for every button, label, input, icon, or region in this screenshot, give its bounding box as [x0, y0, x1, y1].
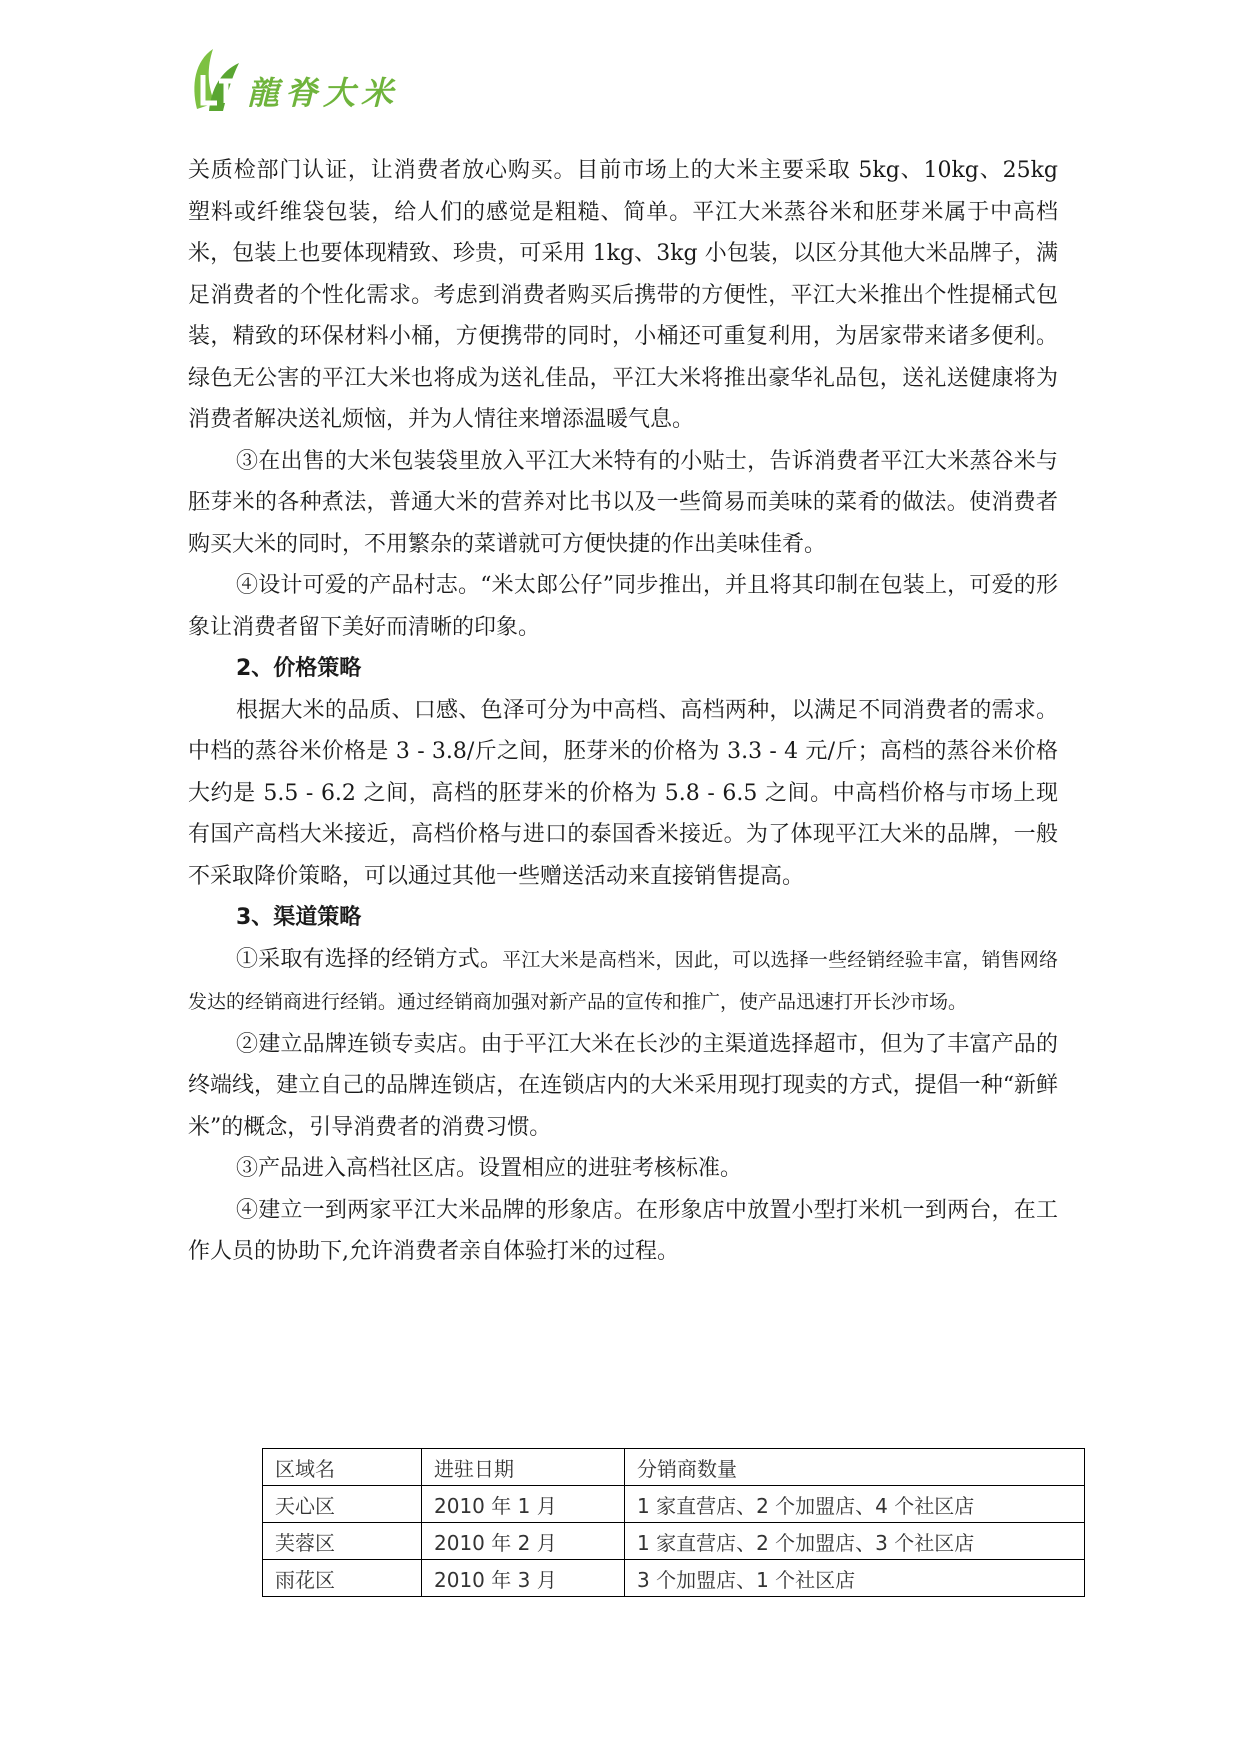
table-cell: 1 家直营店、2 个加盟店、3 个社区店	[625, 1523, 1085, 1560]
table-cell: 3 个加盟店、1 个社区店	[625, 1560, 1085, 1597]
section-heading-channel: 3、渠道策略	[236, 905, 362, 930]
table-header-cell: 区域名	[263, 1449, 422, 1486]
paragraph-mascot: ④设计可爱的产品村志。“米太郎公仔”同步推出，并且将其印制在包装上，可爱的形象让消费者留下美好而清晰的印象。	[188, 573, 1058, 640]
paragraph-price: 根据大米的品质、口感、色泽可分为中高档、高档两种，以满足不同消费者的需求。中档的蒸谷米价格是 3 - 3.8/斤之间，胚芽米的价格为 3.3 - 4 元/斤；高档的蒸谷米价格大约是 5.5 - 6.2 之间，高档的胚芽米的价格为 5.8 - 6.5 之间。中高档价格与市场上现有国产高档大米接近，高档价格与进口的泰国香米接近。为了体现平江大米的品牌，一般不采取降价策略，可以通过其他一些赠送活动来直接销售提高。	[188, 697, 1058, 889]
table-cell: 1 家直营店、2 个加盟店、4 个社区店	[625, 1486, 1085, 1523]
table-row	[263, 1560, 1085, 1597]
table-cell: 天心区	[263, 1486, 422, 1523]
rice-leaf-logo-icon	[187, 45, 243, 115]
table-cell: 2010 年 2 月	[422, 1523, 625, 1560]
paragraph-distribution	[188, 939, 1058, 1024]
logo-text: 龍脊大米	[247, 74, 400, 112]
paragraph-packaging: 关质检部门认证，让消费者放心购买。目前市场上的大米主要采取 5kg、10kg、25kg 塑料或纤维袋包装，给人们的感觉是粗糙、简单。平江大米蒸谷米和胚芽米属于中高档米，包装上也要体现精致、珍贵，可采用 1kg、3kg 小包装，以区分其他大米品牌子，满足消费者的个性化需求。考虑到消费者购买后携带的方便性，平江大米推出个性提桶式包装，精致的环保材料小桶，方便携带的同时，小桶还可重复利用，为居家带来诸多便利。绿色无公害的平江大米也将成为送礼佳品，平江大米将推出豪华礼品包，送礼送健康将为消费者解决送礼烦恼，并为人情往来增添温暖气息。	[188, 158, 1058, 432]
table-cell: 芙蓉区	[263, 1523, 422, 1560]
distribution-table	[262, 1448, 1085, 1597]
table-row	[263, 1523, 1085, 1560]
section-heading-price: 2、价格策略	[236, 656, 362, 681]
header-logo	[187, 40, 399, 120]
table-row	[263, 1486, 1085, 1523]
table-cell: 2010 年 1 月	[422, 1486, 625, 1523]
table-header-row	[263, 1449, 1085, 1486]
table-header-cell: 进驻日期	[422, 1449, 625, 1486]
document-body	[188, 150, 1058, 1273]
distribution-detail: 平江大米是高档米，因此，可以选择一些经销经验丰富，销售网络发达的经销商进行经销。通过经销商加强对新产品的宣传和推广，使产品迅速打开长沙市场。	[188, 948, 1058, 1013]
paragraph-image-store: ④建立一到两家平江大米品牌的形象店。在形象店中放置小型打米机一到两台，在工作人员的协助下,允许消费者亲自体验打米的过程。	[188, 1197, 1058, 1264]
table-cell: 雨花区	[263, 1560, 422, 1597]
table-header-cell: 分销商数量	[625, 1449, 1085, 1486]
paragraph-community-store: ③产品进入高档社区店。设置相应的进驻考核标准。	[236, 1156, 743, 1181]
distribution-lead: ①采取有选择的经销方式。	[236, 946, 503, 972]
paragraph-tips: ③在出售的大米包装袋里放入平江大米特有的小贴士，告诉消费者平江大米蒸谷米与胚芽米的各种煮法，普通大米的营养对比书以及一些简易而美味的菜肴的做法。使消费者购买大米的同时，不用繁杂的菜谱就可方便快捷的作出美味佳肴。	[188, 448, 1058, 557]
table-cell: 2010 年 3 月	[422, 1560, 625, 1597]
paragraph-chain-store: ②建立品牌连锁专卖店。由于平江大米在长沙的主渠道选择超市，但为了丰富产品的终端线，建立自己的品牌连锁店，在连锁店内的大米采用现打现卖的方式，提倡一种“新鲜米”的概念，引导消费者的消费习惯。	[188, 1031, 1058, 1140]
